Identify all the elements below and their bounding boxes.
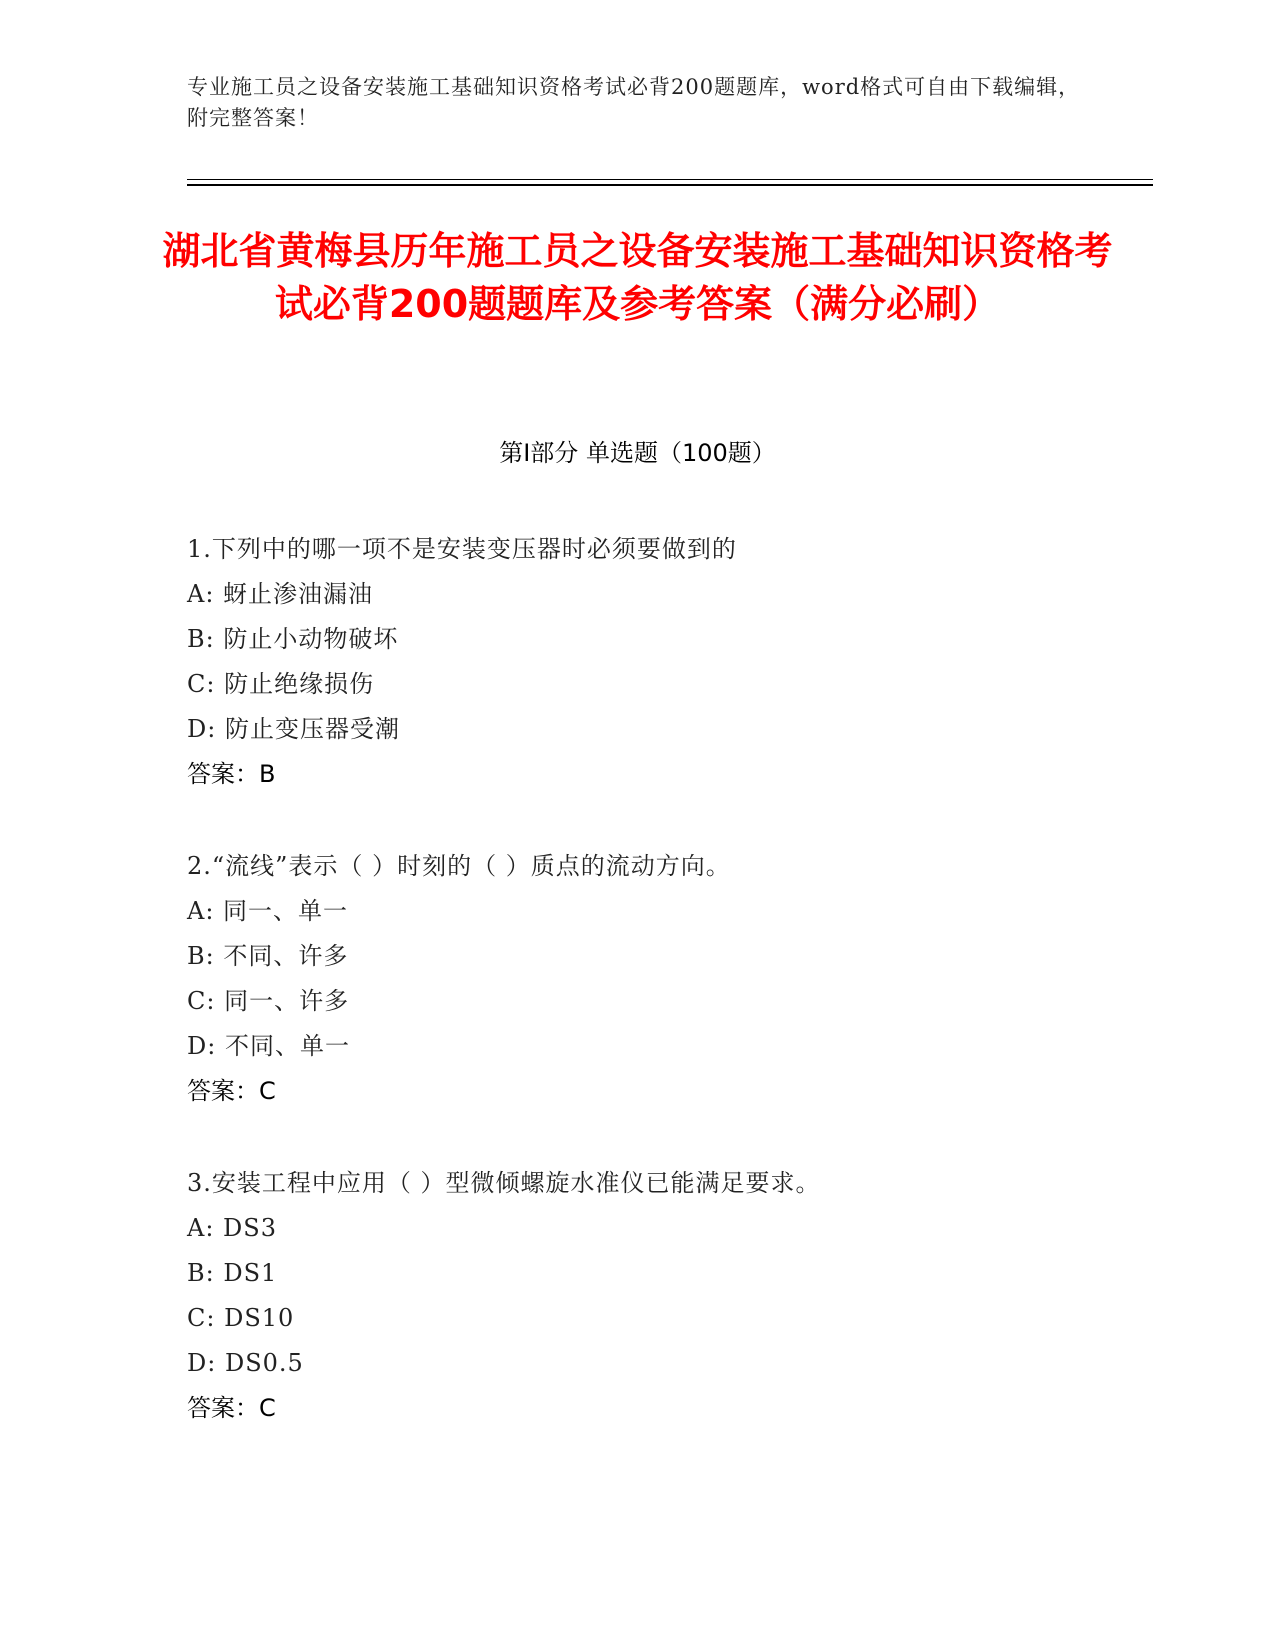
question-3 bbox=[187, 1161, 1137, 1431]
option-b: B: 防止小动物破坏 bbox=[187, 625, 399, 653]
document-title: 湖北省黄梅县历年施工员之设备安装施工基础知识资格考试必背200题题库及参考答案（满分必刷） bbox=[162, 229, 1113, 326]
question-stem: 2.“流线”表示（ ）时刻的（ ）质点的流动方向。 bbox=[187, 852, 731, 880]
answer: 答案：B bbox=[187, 760, 276, 788]
option-d: D: DS0.5 bbox=[187, 1349, 304, 1377]
option-b: B: DS1 bbox=[187, 1259, 278, 1287]
answer: 答案：C bbox=[187, 1394, 276, 1422]
option-c: C: 同一、许多 bbox=[187, 987, 350, 1015]
option-a: A: 同一、单一 bbox=[187, 897, 349, 925]
header-note: 专业施工员之设备安装施工基础知识资格考试必背200题题库，word格式可自由下载编辑，附完整答案！ bbox=[187, 75, 1081, 130]
option-a: A: 蚜止渗油漏油 bbox=[187, 580, 374, 608]
option-c: C: 防止绝缘损伤 bbox=[187, 670, 375, 698]
option-d: D: 不同、单一 bbox=[187, 1032, 350, 1060]
question-2 bbox=[187, 844, 1137, 1114]
answer: 答案：C bbox=[187, 1077, 276, 1105]
option-b: B: 不同、许多 bbox=[187, 942, 349, 970]
question-stem: 1.下列中的哪一项不是安装变压器时必须要做到的 bbox=[187, 535, 737, 563]
question-stem: 3.安装工程中应用（ ）型微倾螺旋水准仪已能满足要求。 bbox=[187, 1169, 821, 1197]
option-c: C: DS10 bbox=[187, 1304, 295, 1332]
header-divider-top bbox=[187, 179, 1153, 180]
header-divider-bottom bbox=[187, 184, 1153, 186]
option-a: A: DS3 bbox=[187, 1214, 277, 1242]
option-d: D: 防止变压器受潮 bbox=[187, 715, 400, 743]
question-1 bbox=[187, 527, 1137, 797]
question-list bbox=[187, 527, 1137, 1478]
section-heading: 第I部分 单选题（100题） bbox=[499, 439, 776, 467]
